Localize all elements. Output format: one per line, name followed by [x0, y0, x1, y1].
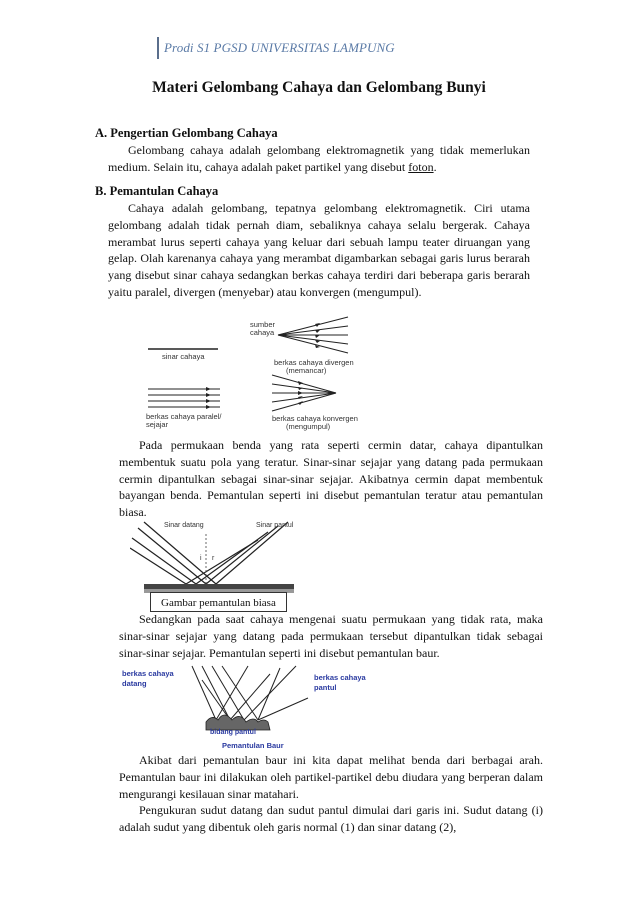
paragraph-regular-reflection: Pada permukaan benda yang rata seperti cermin datar, cahaya dipantulkan membentuk suatu pola yang teratur. Sinar-sinar sejajar yang datang pada permukaan cermin dipantulkan sebagai sinar-sinar sejajar. Akibatnya cermin dapat membentuk bayangan benda. Pemantulan seperti ini disebut pemantulan teratur atau pemantulan biasa. [119, 438, 543, 520]
label-i: i [200, 555, 202, 562]
regular-reflection-figure [130, 520, 310, 600]
label-konvergen: berkas cahaya konvergen [272, 414, 358, 423]
paragraph-effect: Akibat dari pemantulan baur ini kita dapat melihat benda dari berbagai arah. Pemantulan baur ini dilakukan oleh partikel-partikel debu diudara yang berperan dalam mengurangi kesilauan sinar matahari. [119, 753, 543, 801]
label-sinar-pantul: Sinar pantul [256, 522, 294, 529]
header-text: Prodi S1 PGSD UNIVERSITAS LAMPUNG [164, 40, 395, 55]
label-sinar-cahaya: sinar cahaya [162, 352, 205, 361]
header-rule [157, 37, 159, 59]
parallel-arrowheads [206, 387, 211, 409]
label-sejajar: sejajar [146, 420, 169, 429]
label-sinar-datang: Sinar datang [164, 522, 204, 529]
label-divergen: berkas cahaya divergen [274, 358, 354, 367]
reflected-rays [186, 522, 288, 584]
section-b-text: Cahaya adalah gelombang, tepatnya gelombang elektromagnetik. Ciri utama gelombang adalah tidak pernah diam, sebaliknya cahaya selalu bergerak. Cahaya merambat lurus seperti cahaya yang keluar dari sebuah lampu teater diruangan yang gelap. Olah karenanya cahaya yang merambat digambarkan sebagai garis lurus berarah yang disebut sinar cahaya sedangkan berkas cahaya terdiri dari beberapa garis berarah yaitu paralel, divergen (menyebar) atau konvergen (mengumpul). [108, 201, 530, 299]
section-b-heading: B. Pemantulan Cahaya [95, 184, 219, 198]
label-berkas-pantul-1: berkas cahaya [314, 673, 366, 682]
paragraph-diffuse-reflection: Sedangkan pada saat cahaya mengenai suatu permukaan yang tidak rata, maka sinar-sinar sejajar yang datang pada permukaan tersebut dipantulkan tidak sebagai sinar-sinar sejajar. Pemantulan seperti ini disebut pemantulan baur. [119, 612, 543, 660]
label-berkas-pantul-2: pantul [314, 683, 337, 692]
foton-term: foton [408, 159, 434, 174]
convergent-rays [272, 375, 336, 411]
diffuse-reflection-figure [118, 664, 380, 754]
incoming-rays [130, 522, 216, 584]
convergent-arrowheads [298, 381, 303, 405]
light-rays-figure [140, 315, 360, 435]
caption-regular-reflection: Gambar pemantulan biasa [150, 592, 287, 612]
label-berkas-datang-1: berkas cahaya [122, 669, 174, 678]
paragraph-measurement: Pengukuran sudut datang dan sudut pantul dimulai dari garis ini. Sudut datang (i) adalah sudut yang dibentuk oleh garis normal (1) dan sinar datang (2), [119, 803, 543, 834]
label-bidang-pantul: bidang pantul [210, 729, 256, 736]
label-berkas-datang-2: datang [122, 679, 147, 688]
label-r: r [212, 555, 215, 562]
page-title: Materi Gelombang Cahaya dan Gelombang Bunyi [152, 79, 486, 96]
section-a-heading: A. Pengertian Gelombang Cahaya [95, 126, 278, 140]
label-sumber: sumber [250, 320, 276, 329]
label-memancar: (memancar) [286, 366, 327, 375]
parallel-rays [148, 389, 220, 407]
diffuse-reflected-rays [202, 666, 308, 720]
caption-diffuse-reflection: Pemantulan Baur [222, 741, 284, 750]
section-a-text: Gelombang cahaya adalah gelombang elektromagnetik yang tidak memerlukan medium. Selain itu, cahaya adalah paket partikel yang disebut foton. [108, 143, 530, 174]
label-cahaya: cahaya [250, 328, 275, 337]
rough-surface [206, 715, 270, 730]
diffuse-incoming-rays [192, 666, 258, 720]
label-mengumpul: (mengumpul) [286, 422, 331, 431]
mirror-surface [144, 584, 294, 589]
label-paralel: berkas cahaya paralel/ [146, 412, 222, 421]
divergent-rays [278, 317, 348, 353]
